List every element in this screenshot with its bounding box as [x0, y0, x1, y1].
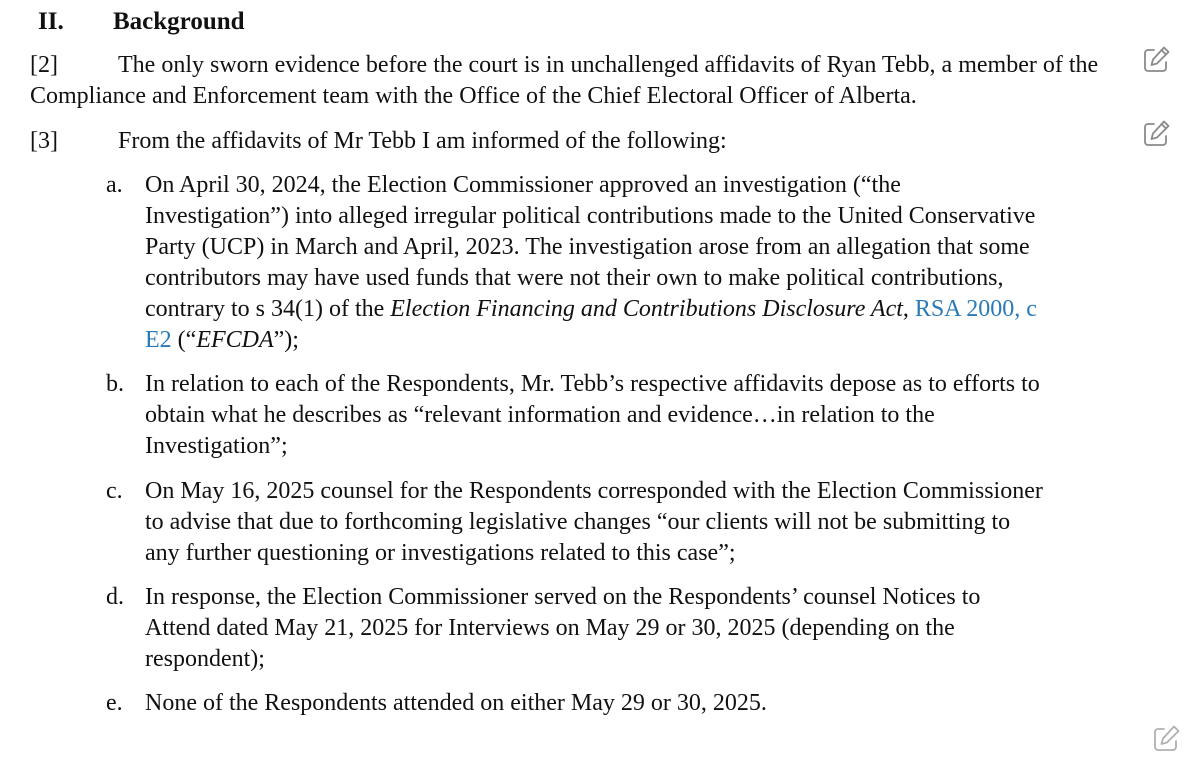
edit-note-icon[interactable]: [1140, 44, 1172, 76]
paragraph-2: [30, 50, 1120, 112]
paragraph-text: From the affidavits of Mr Tebb I am informed of the following:: [118, 128, 727, 154]
list-item-text: None of the Respondents attended on either May 29 or 30, 2025.: [145, 690, 767, 716]
section-title: Background: [113, 8, 245, 35]
list-item-text: On May 16, 2025 counsel for the Respondents corresponded with the Election Commissioner to advise that due to forthcoming legislative changes “our clients will not be submitting to any further questioning or investigations related to this case”;: [145, 478, 1043, 566]
item-text-part: ”);: [273, 327, 299, 353]
list-marker: d.: [106, 584, 124, 610]
list-item-text: [145, 170, 1046, 356]
list-item-text: In response, the Election Commissioner served on the Respondents’ counsel Notices to Attend dated May 21, 2025 for Interviews on May 29 or 30, 2025 (depending on the respondent);: [145, 584, 981, 672]
list-item: [106, 688, 1046, 719]
item-text-part: On April 30, 2024, the Election Commissioner approved an investigation (“the Investigation”) into alleged irregular political contributions made to the United Conservative Party (UCP) in March and April, 2023. The investigation arose from an allegation that some contributors may have used funds that were not their own to make political contributions, contrary to s 34(1) of the: [145, 172, 1036, 322]
list-item: [106, 582, 1046, 675]
list-item: [106, 170, 1046, 356]
edit-note-icon[interactable]: [1150, 723, 1182, 755]
section-number: II.: [38, 8, 64, 35]
citation-link[interactable]: RSA 2000, c E2: [145, 296, 1037, 353]
item-text-part: (“: [171, 327, 197, 353]
paragraph-number: [2]: [30, 52, 58, 78]
act-title: Election Financing and Contributions Disclosure Act: [390, 296, 903, 322]
section-heading: [38, 6, 245, 38]
list-marker: a.: [106, 172, 123, 198]
item-text-part: ,: [902, 296, 915, 322]
list-marker: b.: [106, 371, 124, 397]
list-item: [106, 369, 1046, 462]
paragraph-number: [3]: [30, 128, 58, 154]
list-item: [106, 476, 1046, 569]
paragraph-text: The only sworn evidence before the court is in unchallenged affidavits of Ryan Tebb, a member of the Compliance and Enforcement team with the Office of the Chief Electoral Officer of Alberta.: [30, 52, 1099, 109]
list-marker: c.: [106, 478, 123, 504]
list-marker: e.: [106, 690, 123, 716]
edit-note-icon[interactable]: [1140, 118, 1172, 150]
paragraph-3: [30, 126, 1120, 157]
list-item-text: In relation to each of the Respondents, Mr. Tebb’s respective affidavits depose as to efforts to obtain what he describes as “relevant information and evidence…in relation to the Investigation”;: [145, 371, 1040, 459]
act-abbreviation: EFCDA: [196, 327, 274, 353]
